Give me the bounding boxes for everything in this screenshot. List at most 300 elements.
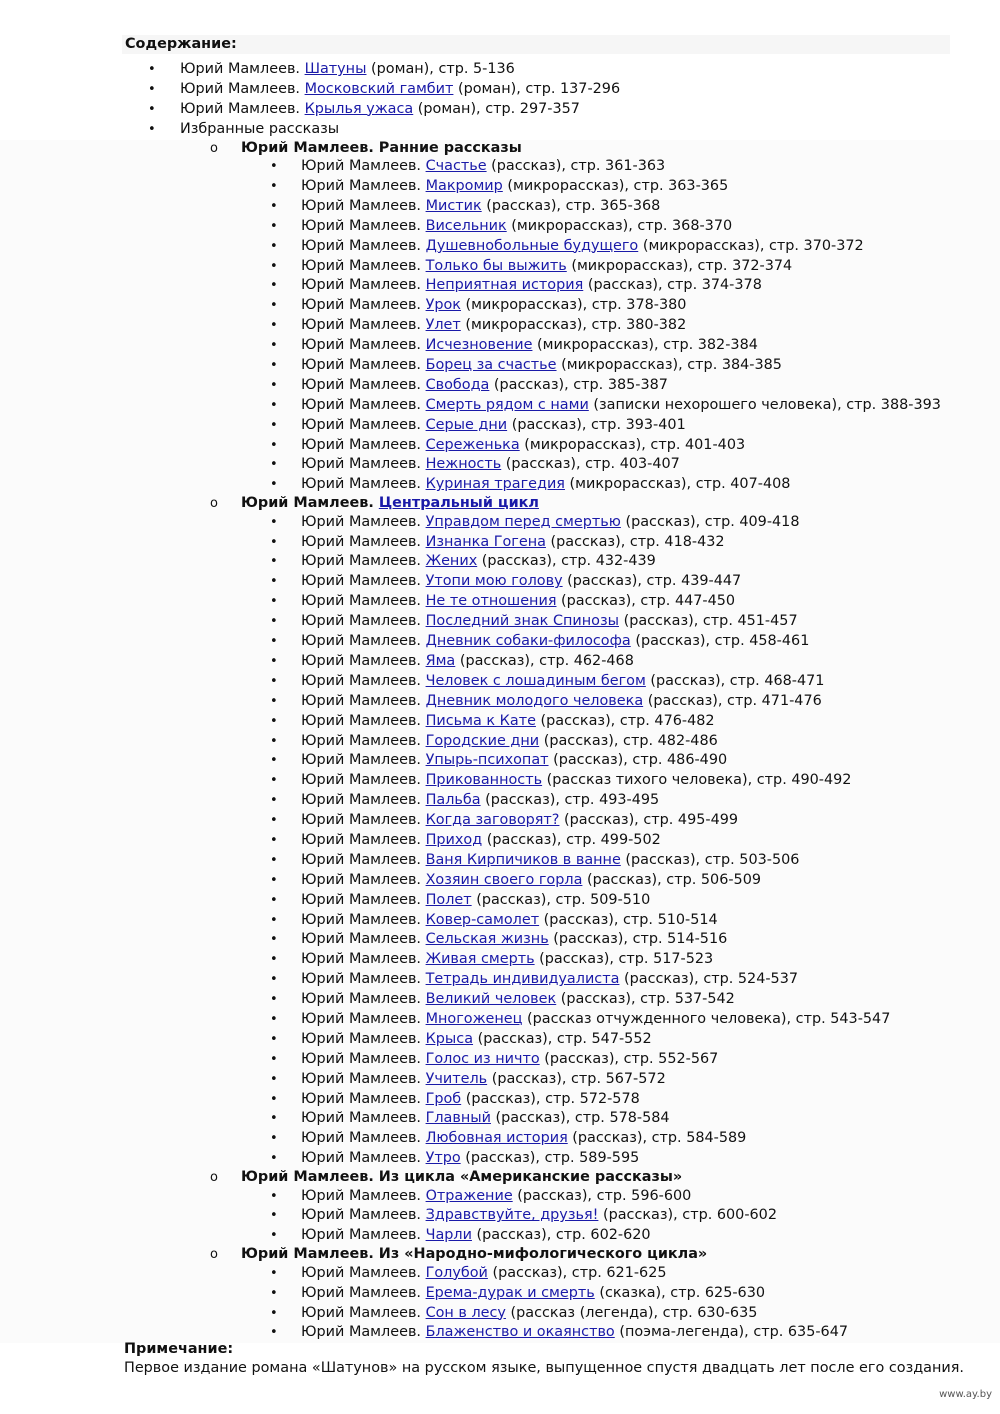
list-item <box>0 436 1000 456</box>
entry-text <box>301 1090 640 1110</box>
title-link[interactable]: Не те отношения <box>425 593 557 610</box>
bullet-icon: • <box>148 62 156 77</box>
entry-text <box>301 276 762 296</box>
entry-details: (роман), стр. 137-296 <box>453 80 621 97</box>
list-item <box>0 177 1000 197</box>
entry-details: (рассказ), стр. 409-418 <box>620 513 800 530</box>
section-title-text: Юрий Мамлеев. <box>241 495 379 512</box>
entry-text <box>301 552 656 572</box>
title-link[interactable]: Дневник собаки-философа <box>425 633 631 650</box>
list-item <box>0 672 1000 692</box>
title-link[interactable]: Гроб <box>425 1090 462 1107</box>
bullet-icon: • <box>270 972 278 988</box>
entry-details: (микрорассказ), стр. 378-380 <box>460 297 687 314</box>
entry-text <box>301 455 680 475</box>
author-name: Юрий Мамлеев. <box>301 1150 426 1167</box>
list-item <box>0 1010 1000 1030</box>
title-link[interactable]: Человек с лошадиным бегом <box>425 672 646 689</box>
entry-details: (рассказ), стр. 486-490 <box>548 752 728 769</box>
entry-text <box>301 533 725 553</box>
bullet-icon: • <box>270 477 278 493</box>
title-link[interactable]: Голубой <box>425 1264 488 1281</box>
title-link[interactable]: Сельская жизнь <box>425 931 549 948</box>
title-link[interactable]: Полет <box>425 891 472 908</box>
author-name: Юрий Мамлеев. <box>301 772 426 789</box>
title-link[interactable]: Исчезновение <box>425 337 533 354</box>
bullet-icon: • <box>270 437 278 453</box>
title-link[interactable]: Урок <box>425 297 461 314</box>
list-item <box>0 1129 1000 1149</box>
entry-details: (рассказ (легенда), стр. 630-635 <box>505 1304 758 1321</box>
entry-details: (рассказ), стр. 403-407 <box>501 456 680 473</box>
entry-details: (микрорассказ), стр. 363-365 <box>502 177 729 194</box>
entry-text <box>301 157 665 177</box>
entry-text <box>301 416 686 436</box>
bullet-icon: • <box>270 298 278 314</box>
title-link[interactable]: Здравствуйте, друзья! <box>425 1207 599 1224</box>
title-link[interactable]: Крылья ужаса <box>304 100 414 117</box>
bullet-icon: • <box>270 534 278 550</box>
bullet-icon: • <box>270 397 278 413</box>
bullet-icon: • <box>270 318 278 334</box>
entry-text <box>301 712 715 732</box>
entry-details: (рассказ), стр. 432-439 <box>477 553 656 570</box>
entry-text <box>301 217 732 237</box>
entry-text <box>301 612 798 632</box>
author-name: Юрий Мамлеев. <box>301 1227 426 1244</box>
title-link[interactable]: Висельник <box>425 217 507 234</box>
circle-bullet-icon: o <box>210 1170 218 1186</box>
list-item <box>0 712 1000 732</box>
bullet-icon: • <box>270 278 278 294</box>
title-link[interactable]: Упырь-психопат <box>425 752 549 769</box>
bullet-icon: • <box>270 258 278 274</box>
entry-details: (рассказ), стр. 596-600 <box>512 1187 692 1204</box>
entry-details: (рассказ), стр. 451-457 <box>619 613 798 630</box>
author-name: Юрий Мамлеев. <box>301 831 426 848</box>
circle-bullet-icon: o <box>210 1247 218 1263</box>
entry-text <box>301 475 790 495</box>
title-link[interactable]: Борец за счастье <box>425 356 557 373</box>
author-name: Юрий Мамлеев. <box>301 376 426 393</box>
entry-details: (микрорассказ), стр. 380-382 <box>460 317 687 334</box>
title-link[interactable]: Нежность <box>425 456 502 473</box>
bullet-icon: • <box>270 832 278 848</box>
title-link[interactable]: Голос из ничто <box>425 1050 540 1067</box>
section-title <box>241 1246 707 1264</box>
list-item <box>0 513 1000 533</box>
list-item <box>0 751 1000 771</box>
entry-text <box>301 771 851 791</box>
list-item <box>0 632 1000 652</box>
bullet-icon: • <box>270 872 278 888</box>
list-item-selected-stories <box>0 120 1000 140</box>
title-link[interactable]: Только бы выжить <box>425 257 567 274</box>
bullet-icon: • <box>270 733 278 749</box>
title-link[interactable]: Утопи мою голову <box>425 573 563 590</box>
bullet-icon: • <box>270 554 278 570</box>
entry-text <box>301 1323 848 1343</box>
entry-text <box>301 197 660 217</box>
entry-details: (рассказ), стр. 572-578 <box>461 1090 640 1107</box>
author-name: Юрий Мамлеев. <box>180 80 305 97</box>
title-link[interactable]: Московский гамбит <box>304 80 454 97</box>
title-link[interactable]: Великий человек <box>425 991 557 1008</box>
list-item <box>0 831 1000 851</box>
list-item <box>0 871 1000 891</box>
title-link[interactable]: Утро <box>425 1150 461 1167</box>
title-link[interactable]: Сон в лесу <box>425 1304 506 1321</box>
list-item <box>0 732 1000 752</box>
list-item <box>0 237 1000 257</box>
entry-details: (роман), стр. 297-357 <box>413 100 580 117</box>
note-text: Первое издание романа «Шатунов» на русском языке, выпущенное спустя двадцать лет после его создания. <box>124 1360 964 1376</box>
bullet-icon: • <box>270 574 278 590</box>
author-name: Юрий Мамлеев. <box>301 237 426 254</box>
bullet-icon: • <box>270 1265 278 1281</box>
author-name: Юрий Мамлеев. <box>301 633 426 650</box>
bullet-icon: • <box>270 1111 278 1127</box>
list-item <box>0 891 1000 911</box>
section-heading <box>0 1246 1000 1264</box>
title-link[interactable]: Ерема-дурак и смерть <box>425 1284 595 1301</box>
title-link[interactable]: Письма к Кате <box>425 712 536 729</box>
title-link[interactable]: Главный <box>425 1110 491 1127</box>
entry-details: (записки нехорошего человека), стр. 388-393 <box>588 396 941 413</box>
bullet-icon: • <box>270 198 278 214</box>
title-link[interactable]: Управдом перед смертью <box>425 513 621 530</box>
list-item <box>0 455 1000 475</box>
list-item <box>0 652 1000 672</box>
section-group <box>0 1246 1000 1343</box>
author-name: Юрий Мамлеев. <box>301 692 426 709</box>
title-link[interactable]: Смерть рядом с нами <box>425 396 589 413</box>
title-link[interactable]: Учитель <box>425 1070 488 1087</box>
title-link[interactable]: Сереженька <box>425 436 520 453</box>
author-name: Юрий Мамлеев. <box>301 732 426 749</box>
entry-text <box>301 1304 757 1324</box>
author-name: Юрий Мамлеев. <box>301 553 426 570</box>
entry-details: (рассказ), стр. 393-401 <box>507 416 686 433</box>
list-item <box>0 1109 1000 1129</box>
entry-text <box>301 970 798 990</box>
bullet-icon: • <box>270 218 278 234</box>
entry-text <box>301 1284 765 1304</box>
list-item <box>0 356 1000 376</box>
entry-text <box>301 316 686 336</box>
bullet-icon: • <box>270 693 278 709</box>
bullet-icon: • <box>270 713 278 729</box>
author-name: Юрий Мамлеев. <box>301 891 426 908</box>
entry-text <box>301 1050 718 1070</box>
title-link[interactable]: Ваня Кирпичиков в ванне <box>425 851 621 868</box>
bullet-icon: • <box>270 594 278 610</box>
author-name: Юрий Мамлеев. <box>301 573 426 590</box>
title-link[interactable]: Серые дни <box>425 416 508 433</box>
author-name: Юрий Мамлеев. <box>301 1090 426 1107</box>
title-link[interactable]: Блаженство и окаянство <box>425 1324 615 1341</box>
section-title-link[interactable]: Центральный цикл <box>378 495 539 512</box>
list-item <box>0 217 1000 237</box>
bullet-icon: • <box>270 1305 278 1321</box>
title-link[interactable]: Мистик <box>425 197 482 214</box>
entry-text <box>301 990 735 1010</box>
bullet-icon: • <box>270 753 278 769</box>
author-name: Юрий Мамлеев. <box>301 1304 426 1321</box>
author-name: Юрий Мамлеев. <box>301 177 426 194</box>
title-link[interactable]: Хозяин своего горла <box>425 871 583 888</box>
bullet-icon: • <box>270 912 278 928</box>
section-title <box>241 1169 682 1187</box>
author-name: Юрий Мамлеев. <box>301 951 426 968</box>
title-link[interactable]: Счастье <box>425 158 487 175</box>
entry-text <box>301 692 822 712</box>
bullet-icon: • <box>270 793 278 809</box>
entry-text <box>301 592 735 612</box>
bullet-icon: • <box>270 813 278 829</box>
title-link[interactable]: Свобода <box>425 376 490 393</box>
title-link[interactable]: Любовная история <box>425 1130 568 1147</box>
entry-text <box>301 1070 666 1090</box>
author-name: Юрий Мамлеев. <box>301 971 426 988</box>
section-title-text: Юрий Мамлеев. Из цикла «Американские рассказы» <box>241 1169 683 1186</box>
bullet-icon: • <box>270 634 278 650</box>
author-name: Юрий Мамлеев. <box>301 991 426 1008</box>
entry-details: (рассказ), стр. 547-552 <box>473 1030 652 1047</box>
author-name: Юрий Мамлеев. <box>301 277 426 294</box>
entry-text <box>301 672 824 692</box>
list-item <box>0 911 1000 931</box>
bullet-icon: • <box>270 357 278 373</box>
list-item <box>0 612 1000 632</box>
bullet-icon: • <box>270 159 278 175</box>
author-name: Юрий Мамлеев. <box>301 257 426 274</box>
bullet-icon: • <box>270 614 278 630</box>
bullet-icon: • <box>270 1325 278 1341</box>
author-name: Юрий Мамлеев. <box>301 476 426 493</box>
author-name: Юрий Мамлеев. <box>301 911 426 928</box>
entry-text <box>301 1149 639 1169</box>
entry-details: (рассказ), стр. 517-523 <box>534 951 714 968</box>
author-name: Юрий Мамлеев. <box>301 712 426 729</box>
title-link[interactable]: Куриная трагедия <box>425 476 565 493</box>
entry-details: (рассказ), стр. 365-368 <box>481 197 661 214</box>
entry-details: (рассказ), стр. 589-595 <box>460 1150 640 1167</box>
bullet-icon: • <box>270 1031 278 1047</box>
author-name: Юрий Мамлеев. <box>301 317 426 334</box>
entry-details: (рассказ), стр. 524-537 <box>619 971 799 988</box>
entry-text <box>301 376 668 396</box>
bullet-icon: • <box>270 892 278 908</box>
entry-details: (рассказ), стр. 514-516 <box>548 931 728 948</box>
entry-text <box>301 1030 652 1050</box>
list-item <box>0 533 1000 553</box>
entry-text <box>301 436 745 456</box>
entry-details: (рассказ), стр. 578-584 <box>490 1110 670 1127</box>
entry-details: (рассказ), стр. 602-620 <box>471 1227 651 1244</box>
bullet-icon: • <box>270 1011 278 1027</box>
entry-details: (рассказ), стр. 509-510 <box>471 891 651 908</box>
entry-text <box>301 871 761 891</box>
list-item <box>0 276 1000 296</box>
list-item <box>0 1030 1000 1050</box>
title-link[interactable]: Пальба <box>425 792 481 809</box>
author-name: Юрий Мамлеев. <box>301 792 426 809</box>
title-link[interactable]: Ковер-самолет <box>425 911 540 928</box>
title-link[interactable]: Чарли <box>425 1227 472 1244</box>
list-item <box>0 396 1000 416</box>
title-link[interactable]: Городские дни <box>425 732 540 749</box>
section-title-text: Юрий Мамлеев. Из «Народно-мифологического цикла» <box>241 1246 708 1263</box>
author-name: Юрий Мамлеев. <box>180 61 305 77</box>
bullet-icon: • <box>270 1091 278 1107</box>
bullet-icon: • <box>270 377 278 393</box>
entry-text <box>301 732 718 752</box>
author-name: Юрий Мамлеев. <box>301 297 426 314</box>
title-link[interactable]: Когда заговорят? <box>425 812 560 829</box>
list-item <box>0 990 1000 1010</box>
author-name: Юрий Мамлеев. <box>301 812 426 829</box>
entry-details: (рассказ), стр. 503-506 <box>620 851 800 868</box>
author-name: Юрий Мамлеев. <box>301 356 426 373</box>
list-item <box>0 592 1000 612</box>
entry-details: (рассказ), стр. 600-602 <box>598 1207 777 1224</box>
title-link[interactable]: Отражение <box>425 1187 513 1204</box>
list-item <box>0 376 1000 396</box>
entry-details: (поэма-легенда), стр. 635-647 <box>614 1324 849 1341</box>
author-name: Юрий Мамлеев. <box>301 672 426 689</box>
bullet-icon: • <box>270 952 278 968</box>
title-link[interactable]: Прикованность <box>425 772 543 789</box>
entry-details: (микрорассказ), стр. 401-403 <box>519 436 746 453</box>
bullet-icon: • <box>270 238 278 254</box>
entry-details: (микрорассказ), стр. 372-374 <box>566 257 793 274</box>
bullet-icon: • <box>270 514 278 530</box>
title-link[interactable]: Живая смерть <box>425 951 535 968</box>
entry-text <box>301 791 659 811</box>
entry-details: (рассказ), стр. 439-447 <box>562 573 742 590</box>
section-title <box>241 140 522 158</box>
list-item <box>0 950 1000 970</box>
entry-text <box>301 831 661 851</box>
entry-text <box>301 1129 746 1149</box>
list-item <box>0 197 1000 217</box>
list-item <box>0 157 1000 177</box>
list-item <box>0 336 1000 356</box>
entry-text <box>301 950 713 970</box>
bullet-icon: • <box>270 653 278 669</box>
list-item <box>0 1090 1000 1110</box>
title-link[interactable]: Яма <box>425 652 456 669</box>
entry-text <box>301 751 727 771</box>
list-item <box>0 1187 1000 1207</box>
bullet-icon: • <box>270 852 278 868</box>
watermark: www.ay.by <box>939 1389 992 1400</box>
title-link[interactable]: Шатуны <box>304 61 367 77</box>
entry-text <box>301 811 738 831</box>
note-heading: Примечание: <box>124 1341 234 1357</box>
title-link[interactable]: Жених <box>425 553 478 570</box>
author-name: Юрий Мамлеев. <box>301 1284 426 1301</box>
entry-text <box>301 1109 670 1129</box>
entry-details: (роман), стр. 5-136 <box>366 61 515 77</box>
entry-text <box>301 930 727 950</box>
section-title <box>241 495 539 513</box>
list-item <box>0 791 1000 811</box>
author-name: Юрий Мамлеев. <box>301 513 426 530</box>
author-name: Юрий Мамлеев. <box>301 197 426 214</box>
author-name: Юрий Мамлеев. <box>301 1130 426 1147</box>
author-name: Юрий Мамлеев. <box>301 871 426 888</box>
list-item <box>0 80 1000 100</box>
author-name: Юрий Мамлеев. <box>301 1187 426 1204</box>
title-link[interactable]: Душевнобольные будущего <box>425 237 639 254</box>
entry-details: (рассказ), стр. 471-476 <box>643 692 822 709</box>
bullet-icon: • <box>270 417 278 433</box>
entry-details: (рассказ), стр. 499-502 <box>482 831 661 848</box>
author-name: Юрий Мамлеев. <box>301 1070 426 1087</box>
entry-text <box>301 336 758 356</box>
section-heading <box>0 140 1000 158</box>
list-item <box>0 970 1000 990</box>
bullet-icon: • <box>270 338 278 354</box>
bullet-icon: • <box>148 81 156 97</box>
author-name: Юрий Мамлеев. <box>301 158 426 175</box>
title-link[interactable]: Неприятная история <box>425 277 584 294</box>
author-name: Юрий Мамлеев. <box>301 593 426 610</box>
bullet-icon: • <box>270 673 278 689</box>
author-name: Юрий Мамлеев. <box>301 1050 426 1067</box>
entry-details: (рассказ), стр. 361-363 <box>486 158 666 175</box>
author-name: Юрий Мамлеев. <box>301 1264 426 1281</box>
bullet-icon: • <box>270 1071 278 1087</box>
list-item <box>0 811 1000 831</box>
title-link[interactable]: Приход <box>425 831 483 848</box>
list-item <box>0 1304 1000 1324</box>
entry-details: (рассказ), стр. 567-572 <box>487 1070 666 1087</box>
entry-details: (микрорассказ), стр. 384-385 <box>556 356 782 373</box>
author-name: Юрий Мамлеев. <box>301 1010 426 1027</box>
title-link[interactable]: Крыса <box>425 1030 474 1047</box>
title-link[interactable]: Тетрадь индивидуалиста <box>425 971 620 988</box>
entry-details: (микрорассказ), стр. 407-408 <box>564 476 791 493</box>
list-item <box>0 1206 1000 1226</box>
entry-text <box>301 257 792 277</box>
author-name: Юрий Мамлеев. <box>301 1110 426 1127</box>
entry-details: (рассказ), стр. 495-499 <box>559 812 739 829</box>
entry-text <box>301 1264 667 1284</box>
title-link[interactable]: Последний знак Спинозы <box>425 613 619 630</box>
entry-text <box>301 237 864 257</box>
entry-text <box>301 911 718 931</box>
list-item <box>0 930 1000 950</box>
section-group <box>0 495 1000 1169</box>
title-link[interactable]: Изнанка Гогена <box>425 533 546 550</box>
bullet-icon: • <box>270 932 278 948</box>
list-item <box>0 572 1000 592</box>
title-link[interactable]: Макромир <box>425 177 503 194</box>
entry-details: (рассказ), стр. 374-378 <box>583 277 762 294</box>
title-link[interactable]: Улет <box>425 317 461 334</box>
list-item <box>0 316 1000 336</box>
entry-text <box>301 1226 651 1246</box>
entry-text <box>301 296 686 316</box>
list-item <box>0 1149 1000 1169</box>
entry-details: (рассказ), стр. 468-471 <box>645 672 825 689</box>
title-link[interactable]: Дневник молодого человека <box>425 692 644 709</box>
title-link[interactable]: Многоженец <box>425 1010 523 1027</box>
entry-text <box>301 1206 777 1226</box>
